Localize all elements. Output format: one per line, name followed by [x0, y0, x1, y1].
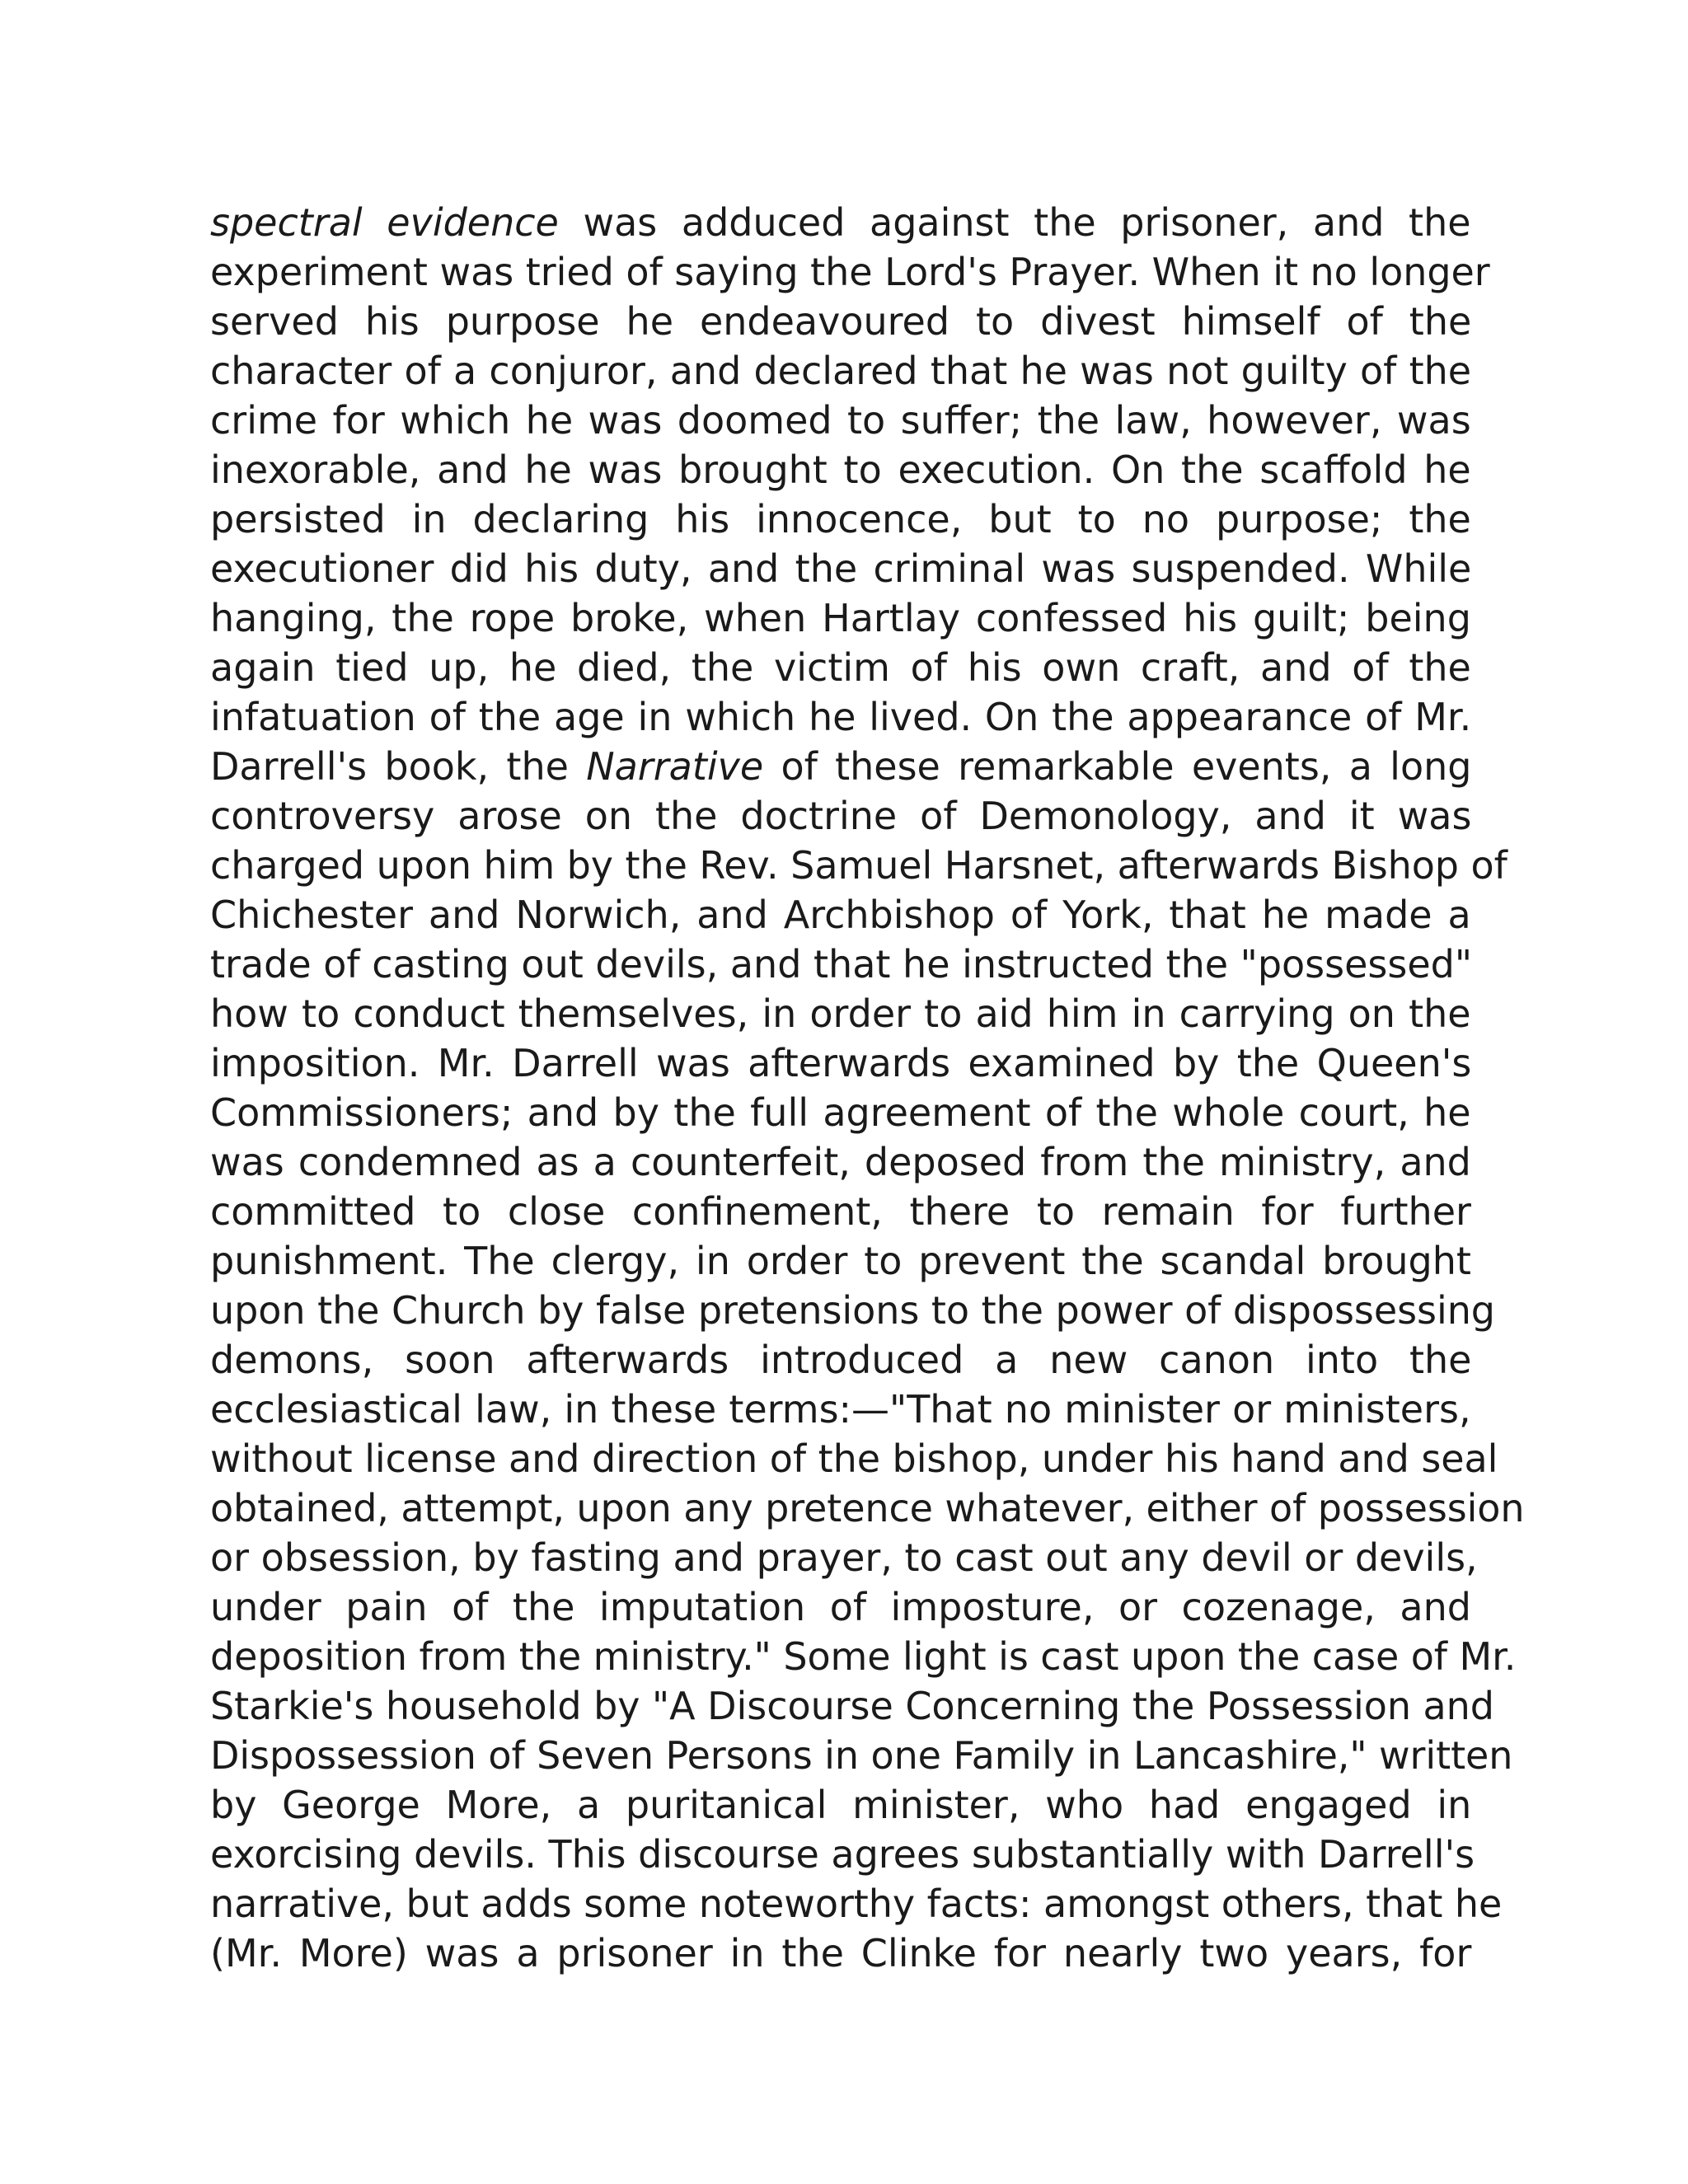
text-line — [210, 1236, 1471, 1286]
text-line — [210, 1533, 1478, 1582]
text-segment: exorcising devils. This discourse agrees substantially with Darrell's — [210, 1832, 1475, 1877]
text-line — [210, 1434, 1498, 1483]
text-segment: Darrell's book, the — [210, 744, 587, 789]
text-line — [210, 1137, 1471, 1187]
text-line — [210, 841, 1507, 890]
text-segment: infatuation of the age in which he lived. On the appearance of Mr. — [210, 695, 1472, 739]
text-segment: imposition. Mr. Darrell was afterwards examined by the Queen's — [210, 1041, 1472, 1085]
text-line — [210, 1830, 1475, 1879]
text-line — [210, 643, 1471, 692]
text-line — [210, 593, 1471, 643]
text-line — [210, 1632, 1517, 1681]
text-segment: (Mr. More) was a prisoner in the Clinke for nearly two years, for — [210, 1931, 1472, 1975]
italic-text: Narrative — [586, 744, 764, 789]
text-line — [210, 297, 1471, 346]
text-segment: was condemned as a counterfeit, deposed from the ministry, and — [210, 1140, 1471, 1184]
text-line — [210, 1731, 1513, 1780]
text-line — [210, 445, 1471, 494]
text-segment: experiment was tried of saying the Lord's Prayer. When it no longer — [210, 250, 1490, 294]
text-segment: or obsession, by fasting and prayer, to cast out any devil or devils, — [210, 1535, 1478, 1580]
text-line — [210, 989, 1471, 1038]
text-segment: narrative, but adds some noteworthy facts: amongst others, that he — [210, 1882, 1503, 1926]
text-segment: character of a conjuror, and declared that he was not guilty of the — [210, 349, 1472, 393]
text-segment: by George More, a puritanical minister, who had engaged in — [210, 1783, 1472, 1827]
text-segment: trade of casting out devils, and that he instructed the "possessed" — [210, 942, 1472, 987]
text-line — [210, 791, 1471, 841]
text-line — [210, 940, 1471, 989]
text-segment: persisted in declaring his innocence, but to no purpose; the — [210, 497, 1471, 541]
text-segment: punishment. The clergy, in order to prevent the scandal brought — [210, 1239, 1471, 1283]
text-segment: inexorable, and he was brought to execution. On the scaffold he — [210, 448, 1471, 492]
text-line — [210, 1780, 1471, 1830]
text-segment: Chichester and Norwich, and Archbishop of York, that he made a — [210, 893, 1471, 937]
text-line — [210, 692, 1471, 742]
text-line — [210, 890, 1471, 940]
text-segment: upon the Church by false pretensions to the power of dispossessing — [210, 1288, 1495, 1333]
italic-text: spectral evidence — [210, 200, 559, 245]
text-segment: served his purpose he endeavoured to divest himself of the — [210, 299, 1472, 344]
text-line — [210, 1681, 1494, 1731]
text-line — [210, 247, 1490, 297]
text-segment: without license and direction of the bishop, under his hand and seal — [210, 1436, 1498, 1481]
text-line — [210, 742, 1471, 791]
text-segment: of these remarkable events, a long — [763, 744, 1472, 789]
text-line — [210, 1088, 1471, 1137]
text-segment: how to conduct themselves, in order to aid him in carrying on the — [210, 991, 1471, 1036]
text-line — [210, 1582, 1471, 1632]
text-segment: crime for which he was doomed to suffer; the law, however, was — [210, 398, 1471, 443]
text-line — [210, 1385, 1471, 1434]
text-segment: obtained, attempt, upon any pretence whatever, either of possession — [210, 1486, 1525, 1530]
text-line — [210, 198, 1471, 247]
text-line — [210, 494, 1471, 544]
body-text — [210, 198, 1525, 1978]
text-line — [210, 1483, 1525, 1533]
text-line — [210, 1187, 1471, 1236]
text-line — [210, 346, 1471, 396]
text-segment: again tied up, he died, the victim of his own craft, and of the — [210, 645, 1471, 690]
text-segment: under pain of the imputation of imposture, or cozenage, and — [210, 1585, 1471, 1629]
text-line — [210, 1286, 1495, 1335]
text-line — [210, 544, 1471, 593]
text-line — [210, 1929, 1471, 1978]
text-segment: Starkie's household by "A Discourse Concerning the Possession and — [210, 1684, 1494, 1728]
text-line — [210, 1879, 1503, 1929]
text-segment: Dispossession of Seven Persons in one Family in Lancashire," written — [210, 1733, 1513, 1778]
text-segment: charged upon him by the Rev. Samuel Harsnet, afterwards Bishop of — [210, 843, 1507, 888]
text-segment: executioner did his duty, and the criminal was suspended. While — [210, 546, 1472, 591]
text-segment: demons, soon afterwards introduced a new canon into the — [210, 1338, 1472, 1382]
text-segment: ecclesiastical law, in these terms:—"That no minister or ministers, — [210, 1387, 1471, 1432]
text-segment: was adduced against the prisoner, and the — [558, 200, 1471, 245]
text-line — [210, 1038, 1471, 1088]
text-segment: Commissioners; and by the full agreement of the whole court, he — [210, 1090, 1471, 1135]
text-line — [210, 1335, 1471, 1385]
text-segment: controversy arose on the doctrine of Demonology, and it was — [210, 794, 1472, 838]
text-segment: hanging, the rope broke, when Hartlay confessed his guilt; being — [210, 596, 1471, 640]
text-line — [210, 396, 1471, 445]
text-segment: deposition from the ministry." Some light is cast upon the case of Mr. — [210, 1634, 1517, 1679]
text-segment: committed to close confinement, there to remain for further — [210, 1189, 1471, 1234]
